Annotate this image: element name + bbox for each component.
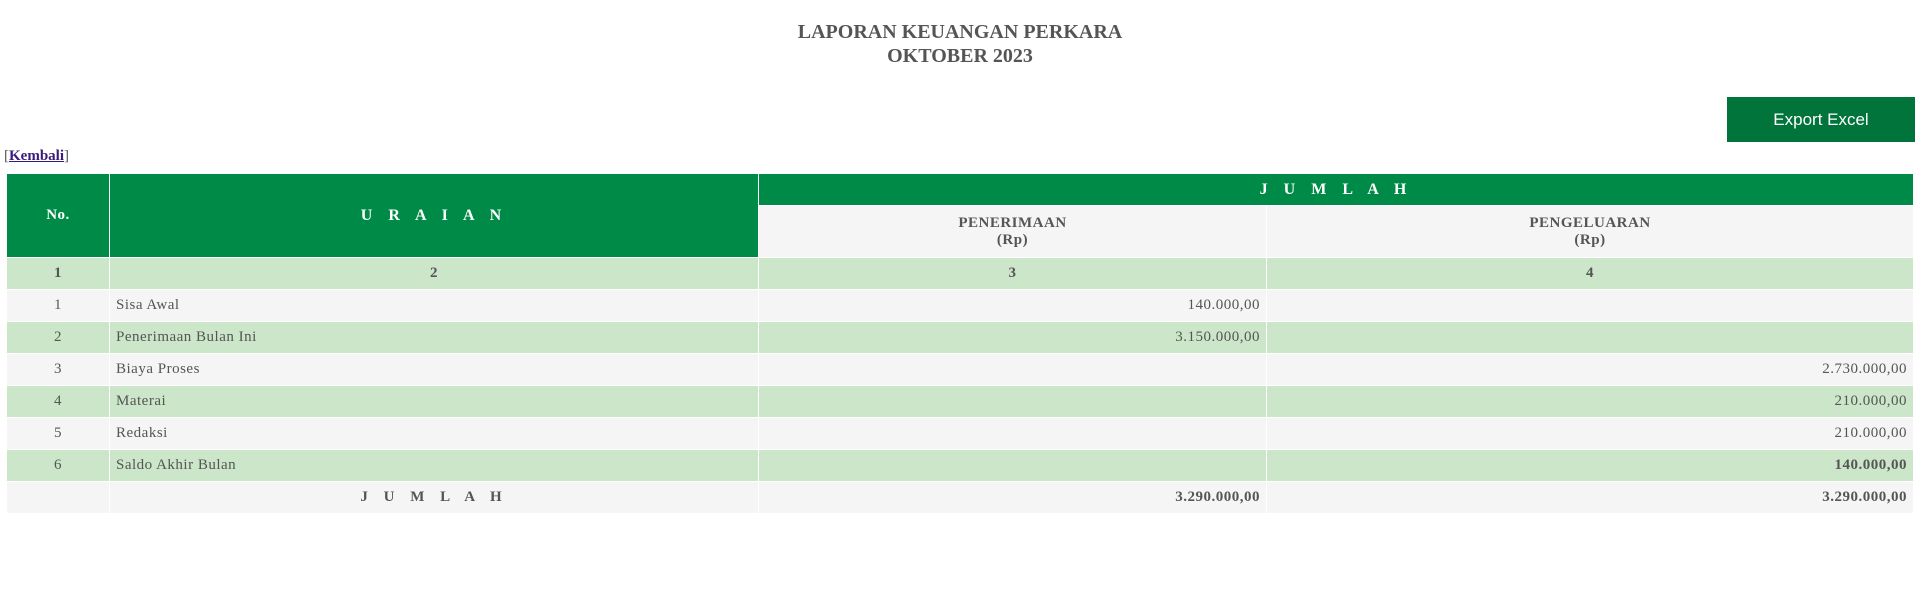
- row-no: 2: [7, 322, 110, 354]
- row-uraian: Saldo Akhir Bulan: [110, 450, 759, 482]
- column-number: 3: [759, 258, 1267, 290]
- row-uraian: Penerimaan Bulan Ini: [110, 322, 759, 354]
- header-no: No.: [7, 174, 110, 258]
- row-penerimaan: [759, 354, 1267, 386]
- total-label: J U M L A H: [110, 482, 759, 514]
- row-uraian: Biaya Proses: [110, 354, 759, 386]
- table-row: [7, 354, 1914, 386]
- row-pengeluaran: 210.000,00: [1267, 386, 1914, 418]
- back-link[interactable]: Kembali: [9, 148, 64, 164]
- row-no: 1: [7, 290, 110, 322]
- row-uraian: Sisa Awal: [110, 290, 759, 322]
- row-pengeluaran: [1267, 290, 1914, 322]
- row-penerimaan: [759, 450, 1267, 482]
- total-pengeluaran: 3.290.000,00: [1267, 482, 1914, 514]
- row-no: 6: [7, 450, 110, 482]
- row-pengeluaran: 140.000,00: [1267, 450, 1914, 482]
- table-row: [7, 418, 1914, 450]
- row-pengeluaran: 2.730.000,00: [1267, 354, 1914, 386]
- row-penerimaan: 3.150.000,00: [759, 322, 1267, 354]
- report-title-period: OKTOBER 2023: [887, 45, 1033, 67]
- table-row: [7, 290, 1914, 322]
- finance-report-table: [6, 173, 1914, 514]
- header-pengeluaran-unit: (Rp): [1574, 231, 1606, 248]
- header-uraian: U R A I A N: [110, 174, 759, 258]
- table-row: [7, 450, 1914, 482]
- row-uraian: Redaksi: [110, 418, 759, 450]
- total-penerimaan: 3.290.000,00: [759, 482, 1267, 514]
- column-number: 4: [1267, 258, 1914, 290]
- table-row: [7, 322, 1914, 354]
- header-penerimaan-unit: (Rp): [996, 231, 1029, 248]
- row-pengeluaran: [1267, 322, 1914, 354]
- row-penerimaan: 140.000,00: [759, 290, 1267, 322]
- report-title-line1: LAPORAN KEUANGAN PERKARA: [797, 21, 1123, 43]
- row-uraian: Materai: [110, 386, 759, 418]
- back-link-wrapper: [Kembali]: [4, 148, 69, 164]
- column-number: 2: [110, 258, 759, 290]
- header-jumlah: J U M L A H: [759, 174, 1914, 206]
- total-no-cell: [7, 482, 110, 514]
- report-title: [0, 20, 1920, 68]
- export-excel-button[interactable]: Export Excel: [1727, 97, 1915, 142]
- row-penerimaan: [759, 418, 1267, 450]
- header-pengeluaran-label: PENGELUARAN: [1529, 214, 1651, 231]
- column-number-row: [7, 258, 1914, 290]
- column-number: 1: [7, 258, 110, 290]
- header-penerimaan: [759, 206, 1267, 258]
- header-penerimaan-label: PENERIMAAN: [958, 214, 1067, 231]
- total-row: [7, 482, 1914, 514]
- header-pengeluaran: [1267, 206, 1914, 258]
- row-no: 5: [7, 418, 110, 450]
- row-penerimaan: [759, 386, 1267, 418]
- row-no: 3: [7, 354, 110, 386]
- table-row: [7, 386, 1914, 418]
- row-no: 4: [7, 386, 110, 418]
- row-pengeluaran: 210.000,00: [1267, 418, 1914, 450]
